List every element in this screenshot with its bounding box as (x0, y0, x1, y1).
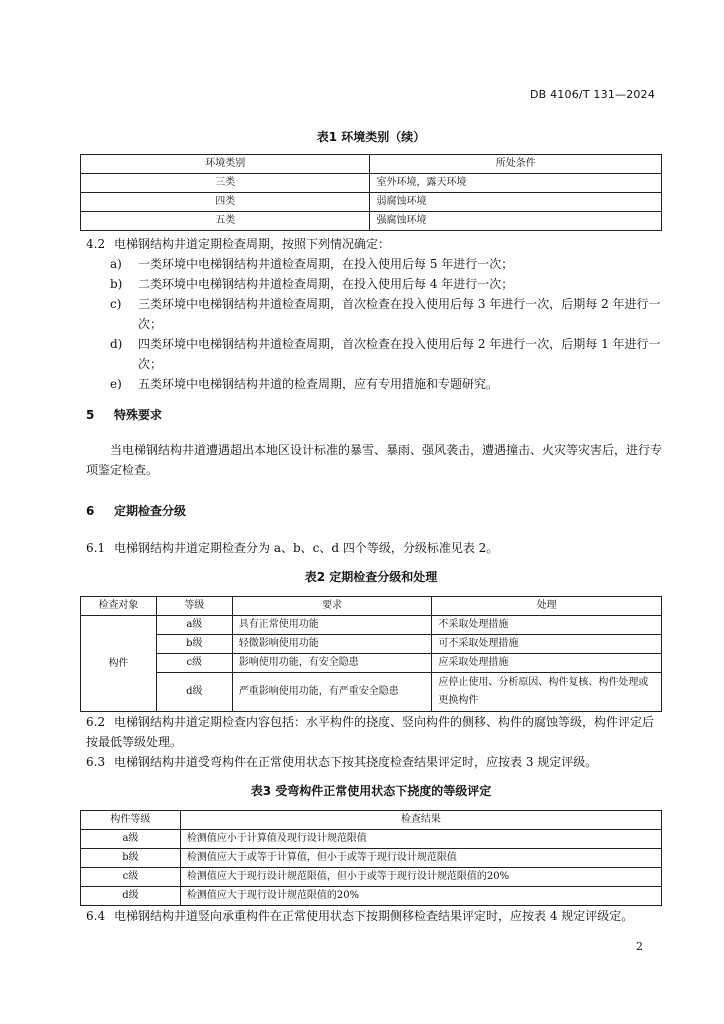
clause-6-2 (86, 712, 662, 752)
list-text: 五类环境中电梯钢结构井道的检查周期，应有专用措施和专题研究。 (138, 377, 499, 391)
table-cell: 检测值应大于或等于计算值，但小于或等于现行设计规范限值 (180, 849, 661, 868)
table-cell: b级 (81, 849, 181, 868)
document-id: DB 4106/T 131—2024 (530, 88, 656, 101)
table3-caption: 表3 受弯构件正常使用状态下挠度的等级评定 (250, 784, 492, 798)
list-text: 三类环境中电梯钢结构井道检查周期，首次检查在投入使用后每 3 年进行一次，后期每 2 年进行一次； (138, 297, 661, 331)
table-header-row (81, 811, 662, 830)
table-cell: 室外环境，露天环境 (370, 174, 662, 193)
table-row (81, 616, 662, 635)
table-row (81, 868, 662, 887)
table-cell: 严重影响使用功能，有严重安全隐患 (232, 673, 432, 712)
list-marker: b) (110, 277, 123, 291)
clause-text: 电梯钢结构井道受弯构件在正常使用状态下按其挠度检查结果评定时，应按表 3 规定评级。 (114, 755, 598, 769)
table-cell: 影响使用功能，有安全隐患 (232, 654, 432, 673)
list-marker: c) (110, 297, 122, 311)
section-6-heading (86, 502, 186, 519)
clause-number: 6.3 (86, 755, 106, 769)
list-text: 一类环境中电梯钢结构井道检查周期，在投入使用后每 5 年进行一次； (138, 257, 514, 271)
list-item (110, 294, 662, 334)
list-text: 四类环境中电梯钢结构井道检查周期，首次检查在投入使用后每 2 年进行一次，后期每 1 年进行一次； (138, 337, 661, 371)
clause-6-1 (86, 538, 662, 558)
section-5-heading (86, 406, 162, 423)
list-marker: a) (110, 257, 122, 271)
list-item (110, 274, 662, 294)
table-cell: b级 (156, 635, 232, 654)
table-cell: 检测值应大于现行设计规范限值，但小于或等于现行设计规范限值的20% (180, 868, 661, 887)
table1-caption: 表1 环境类别（续） (316, 130, 426, 144)
table-header-cell: 等级 (156, 597, 232, 616)
table-row (81, 654, 662, 673)
table-cell: a级 (81, 830, 181, 849)
table-cell: 应采取处理措施 (432, 654, 662, 673)
clause-number: 6.4 (86, 909, 106, 923)
clause-text: 电梯钢结构井道定期检查分为 a、b、c、d 四个等级，分级标准见表 2。 (114, 541, 499, 555)
table-row (81, 830, 662, 849)
table-cell: 轻微影响使用功能 (232, 635, 432, 654)
table-header-cell: 所处条件 (370, 155, 662, 174)
section-title: 定期检查分级 (114, 504, 187, 518)
section-number: 5 (86, 408, 95, 422)
table-cell: 三类 (81, 174, 370, 193)
clause-4-2 (86, 234, 662, 254)
table-row (81, 212, 662, 231)
section-5-paragraph: 当电梯钢结构井道遭遇超出本地区设计标准的暴雪、暴雨、强风袭击，遭遇撞击、火灾等灾害后，进行专项鉴定检查。 (86, 443, 663, 477)
list-text: 二类环境中电梯钢结构井道检查周期，在投入使用后每 4 年进行一次； (138, 277, 514, 291)
section-number: 6 (86, 504, 95, 518)
table-row (81, 887, 662, 906)
table-row (81, 193, 662, 212)
clause-text: 电梯钢结构井道定期检查内容包括：水平构件的挠度、竖向构件的侧移、构件的腐蚀等级，构件评定后按最低等级处理。 (86, 715, 655, 749)
table-cell: 四类 (81, 193, 370, 212)
table-cell: 弱腐蚀环境 (370, 193, 662, 212)
clause-text: 电梯钢结构井道定期检查周期，按照下列情况确定： (114, 237, 391, 251)
table-header-cell: 检查对象 (81, 597, 157, 616)
table-header-cell: 环境类别 (81, 155, 370, 174)
clause-6-4 (86, 906, 662, 926)
table-header-cell: 要求 (232, 597, 432, 616)
clause-6-3 (86, 752, 662, 772)
table2-caption: 表2 定期检查分级和处理 (304, 570, 438, 584)
list-item (110, 334, 662, 374)
table-cell: d级 (81, 887, 181, 906)
table-cell: 检测值应小于计算值及现行设计规范限值 (180, 830, 661, 849)
section-title: 特殊要求 (114, 408, 163, 422)
table-row (81, 849, 662, 868)
clause-number: 6.1 (86, 541, 106, 555)
table-header-cell: 构件等级 (81, 811, 181, 830)
clause-text: 电梯钢结构井道竖向承重构件在正常使用状态下按期侧移检查结果评定时，应按表 4 规定评级定。 (114, 909, 634, 923)
table-cell: 五类 (81, 212, 370, 231)
table-header-row (81, 597, 662, 616)
table-cell-object: 构件 (81, 616, 157, 712)
page-number: 2 (636, 940, 643, 953)
list-marker: d) (110, 337, 123, 351)
table-cell: 不采取处理措施 (432, 616, 662, 635)
clause-number: 6.2 (86, 715, 106, 729)
table3 (80, 810, 662, 906)
table-row (81, 635, 662, 654)
table-header-cell: 检查结果 (180, 811, 661, 830)
table-cell: c级 (81, 868, 181, 887)
table-cell: c级 (156, 654, 232, 673)
table-cell: 可不采取处理措施 (432, 635, 662, 654)
table-cell: 具有正常使用功能 (232, 616, 432, 635)
table-header-cell: 处理 (432, 597, 662, 616)
table2 (80, 596, 662, 712)
table-header-row (81, 155, 662, 174)
table-row (81, 174, 662, 193)
list-marker: e) (110, 377, 122, 391)
table-cell: d级 (156, 673, 232, 712)
list-item (110, 374, 662, 394)
table-cell: a级 (156, 616, 232, 635)
clause-number: 4.2 (86, 237, 106, 251)
table-cell: 强腐蚀环境 (370, 212, 662, 231)
table1 (80, 154, 662, 231)
table-cell: 检测值应大于现行设计规范限值的20% (180, 887, 661, 906)
table-cell: 应停止使用、分析原因、构件复核、构件处理或更换构件 (432, 673, 662, 712)
table-row (81, 673, 662, 712)
list-item (110, 254, 662, 274)
